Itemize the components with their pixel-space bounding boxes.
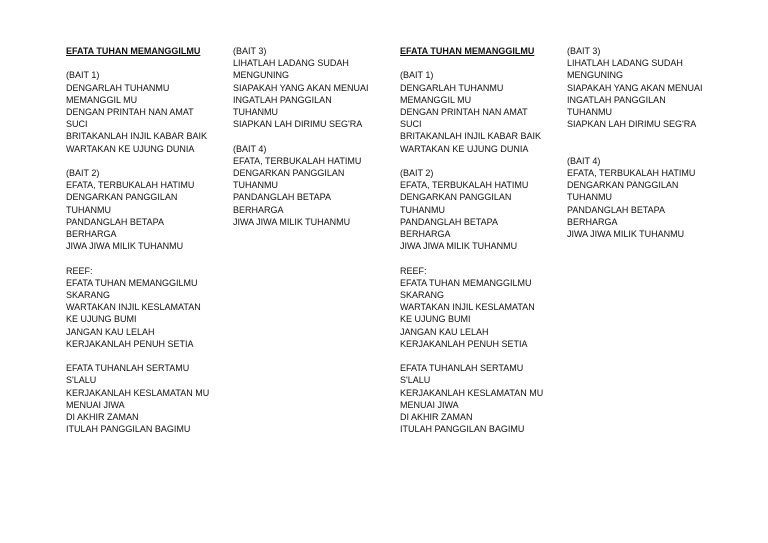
lyric-line: JIWA JIWA MILIK TUHANMU xyxy=(400,241,518,252)
lyric-line: EFATA, TERBUKALAH HATIMU xyxy=(233,155,362,166)
lyric-line: JIWA JIWA MILIK TUHANMU xyxy=(66,241,184,252)
lyric-line: JIWA JIWA MILIK TUHANMU xyxy=(233,216,351,227)
lyric-line: SUCI xyxy=(400,119,422,130)
lyric-line: DI AKHIR ZAMAN xyxy=(66,412,139,423)
lyric-line: MENGUNING xyxy=(233,70,289,81)
lyric-line: DENGARLAH TUHANMU xyxy=(66,82,170,93)
lyric-line: BRITAKANLAH INJIL KABAR BAIK xyxy=(400,131,542,142)
lyric-line: DI AKHIR ZAMAN xyxy=(400,412,473,423)
lyric-line: PANDANGLAH BETAPA xyxy=(400,216,499,227)
spacer xyxy=(400,350,550,362)
verse-label: (BAIT 1) xyxy=(400,70,434,81)
lyric-line: PANDANGLAH BETAPA xyxy=(66,216,165,227)
lyric-line: EFATA, TERBUKALAH HATIMU xyxy=(66,180,195,191)
lyric-line: SIAPKAN LAH DIRIMU SEG'RA xyxy=(567,119,697,130)
lyric-line: ITULAH PANGGILAN BAGIMU xyxy=(400,424,525,435)
lyric-line: EFATA TUHAN MEMANGGILMU xyxy=(400,277,532,288)
lyric-line: WARTAKAN INJIL KESLAMATAN xyxy=(400,302,535,313)
lyric-line: EFATA, TERBUKALAH HATIMU xyxy=(567,168,696,178)
lyric-line: SKARANG xyxy=(400,290,445,301)
lyric-line: SIAPAKAH YANG AKAN MENUAI xyxy=(233,82,369,93)
lyrics-column-left-b xyxy=(400,45,550,435)
lyric-line: BERHARGA xyxy=(233,204,284,215)
lyric-line: SUCI xyxy=(66,119,88,130)
lyric-line: MENUAI JIWA xyxy=(400,399,459,410)
lyric-line: MENUAI JIWA xyxy=(66,399,125,410)
lyric-line: EFATA TUHAN MEMANGGILMU xyxy=(66,277,198,288)
spacer xyxy=(400,155,550,167)
lyric-line: KERJAKANLAH PENUH SETIA xyxy=(66,338,194,349)
lyric-line: LIHATLAH LADANG SUDAH xyxy=(233,58,349,69)
lyric-line: KERJAKANLAH PENUH SETIA xyxy=(400,338,528,349)
verse-label: (BAIT 1) xyxy=(66,70,100,81)
lyric-line: TUHANMU xyxy=(567,192,612,203)
lyric-line: MEMANGGIL MU xyxy=(400,94,472,105)
lyric-line: EFATA TUHANLAH SERTAMU xyxy=(400,363,524,374)
lyric-line: SKARANG xyxy=(66,290,111,301)
lyric-line: DENGARLAH TUHANMU xyxy=(400,82,504,93)
lyric-line: PANDANGLAH BETAPA xyxy=(567,204,666,215)
verse-label: (BAIT 2) xyxy=(400,168,434,178)
lyric-line: KERJAKANLAH KESLAMATAN MU xyxy=(66,387,210,398)
spacer xyxy=(66,155,216,167)
lyric-line: DENGARKAN PANGGILAN xyxy=(400,192,512,203)
lyric-line: EFATA, TERBUKALAH HATIMU xyxy=(400,180,529,191)
spacer xyxy=(66,350,216,362)
lyric-line: DENGAN PRINTAH NAN AMAT xyxy=(400,107,528,117)
lyric-line: BRITAKANLAH INJIL KABAR BAIK xyxy=(66,131,208,142)
lyric-line: WARTAKAN KE UJUNG DUNIA xyxy=(66,143,195,154)
spacer xyxy=(66,57,216,69)
lyric-line: TUHANMU xyxy=(66,204,111,215)
lyrics-column-right-a xyxy=(233,45,383,228)
lyric-line: JIWA JIWA MILIK TUHANMU xyxy=(567,229,685,240)
lyric-line: DENGARKAN PANGGILAN xyxy=(567,180,679,191)
lyric-line: JANGAN KAU LELAH xyxy=(400,326,489,337)
verse-label: (BAIT 4) xyxy=(233,143,267,154)
lyric-line: PANDANGLAH BETAPA xyxy=(233,192,332,203)
spacer xyxy=(66,252,216,264)
lyric-line: TUHANMU xyxy=(233,180,278,191)
verse-label: (BAIT 3) xyxy=(233,46,267,56)
lyric-line: BERHARGA xyxy=(66,229,117,240)
lyric-line: EFATA TUHANLAH SERTAMU xyxy=(66,363,190,374)
lyric-line: BERHARGA xyxy=(567,216,618,227)
lyric-line: JANGAN KAU LELAH xyxy=(66,326,155,337)
lyric-line: DENGARKAN PANGGILAN xyxy=(233,168,345,179)
refrain-label: REEF: xyxy=(400,265,427,276)
song-title: EFATA TUHAN MEMANGGILMU xyxy=(400,46,535,56)
lyric-line: WARTAKAN KE UJUNG DUNIA xyxy=(400,143,529,154)
lyric-line: TUHANMU xyxy=(400,204,445,215)
spacer xyxy=(400,252,550,264)
refrain-label: REEF: xyxy=(66,265,93,276)
lyric-line: LIHATLAH LADANG SUDAH xyxy=(567,58,683,69)
lyric-line: INGATLAH PANGGILAN xyxy=(233,94,332,105)
lyric-line: MENGUNING xyxy=(567,70,623,81)
lyric-line: WARTAKAN INJIL KESLAMATAN xyxy=(66,302,201,313)
lyric-line: S'LALU xyxy=(400,375,431,386)
lyric-line: DENGAN PRINTAH NAN AMAT xyxy=(66,107,194,117)
verse-label: (BAIT 2) xyxy=(66,168,100,178)
lyric-line: S'LALU xyxy=(66,375,97,386)
spacer xyxy=(567,143,717,155)
lyric-line: MEMANGGIL MU xyxy=(66,94,138,105)
lyric-line: KERJAKANLAH KESLAMATAN MU xyxy=(400,387,544,398)
song-title: EFATA TUHAN MEMANGGILMU xyxy=(66,46,201,56)
lyric-line: SIAPAKAH YANG AKAN MENUAI xyxy=(567,82,703,93)
lyric-line: SIAPKAN LAH DIRIMU SEG'RA xyxy=(233,119,363,130)
lyrics-column-left-a xyxy=(66,45,216,435)
spacer xyxy=(567,130,717,142)
lyric-line: DENGARKAN PANGGILAN xyxy=(66,192,178,203)
lyrics-column-right-b xyxy=(567,45,717,240)
spacer xyxy=(400,57,550,69)
verse-label: (BAIT 3) xyxy=(567,46,601,56)
lyric-line: INGATLAH PANGGILAN xyxy=(567,94,666,105)
lyric-line: BERHARGA xyxy=(400,229,451,240)
verse-label: (BAIT 4) xyxy=(567,155,601,166)
spacer xyxy=(233,130,383,142)
lyric-line: KE UJUNG BUMI xyxy=(400,314,471,325)
lyric-line: TUHANMU xyxy=(567,107,612,118)
lyric-line: KE UJUNG BUMI xyxy=(66,314,137,325)
lyric-line: ITULAH PANGGILAN BAGIMU xyxy=(66,424,191,435)
lyric-line: TUHANMU xyxy=(233,107,278,118)
